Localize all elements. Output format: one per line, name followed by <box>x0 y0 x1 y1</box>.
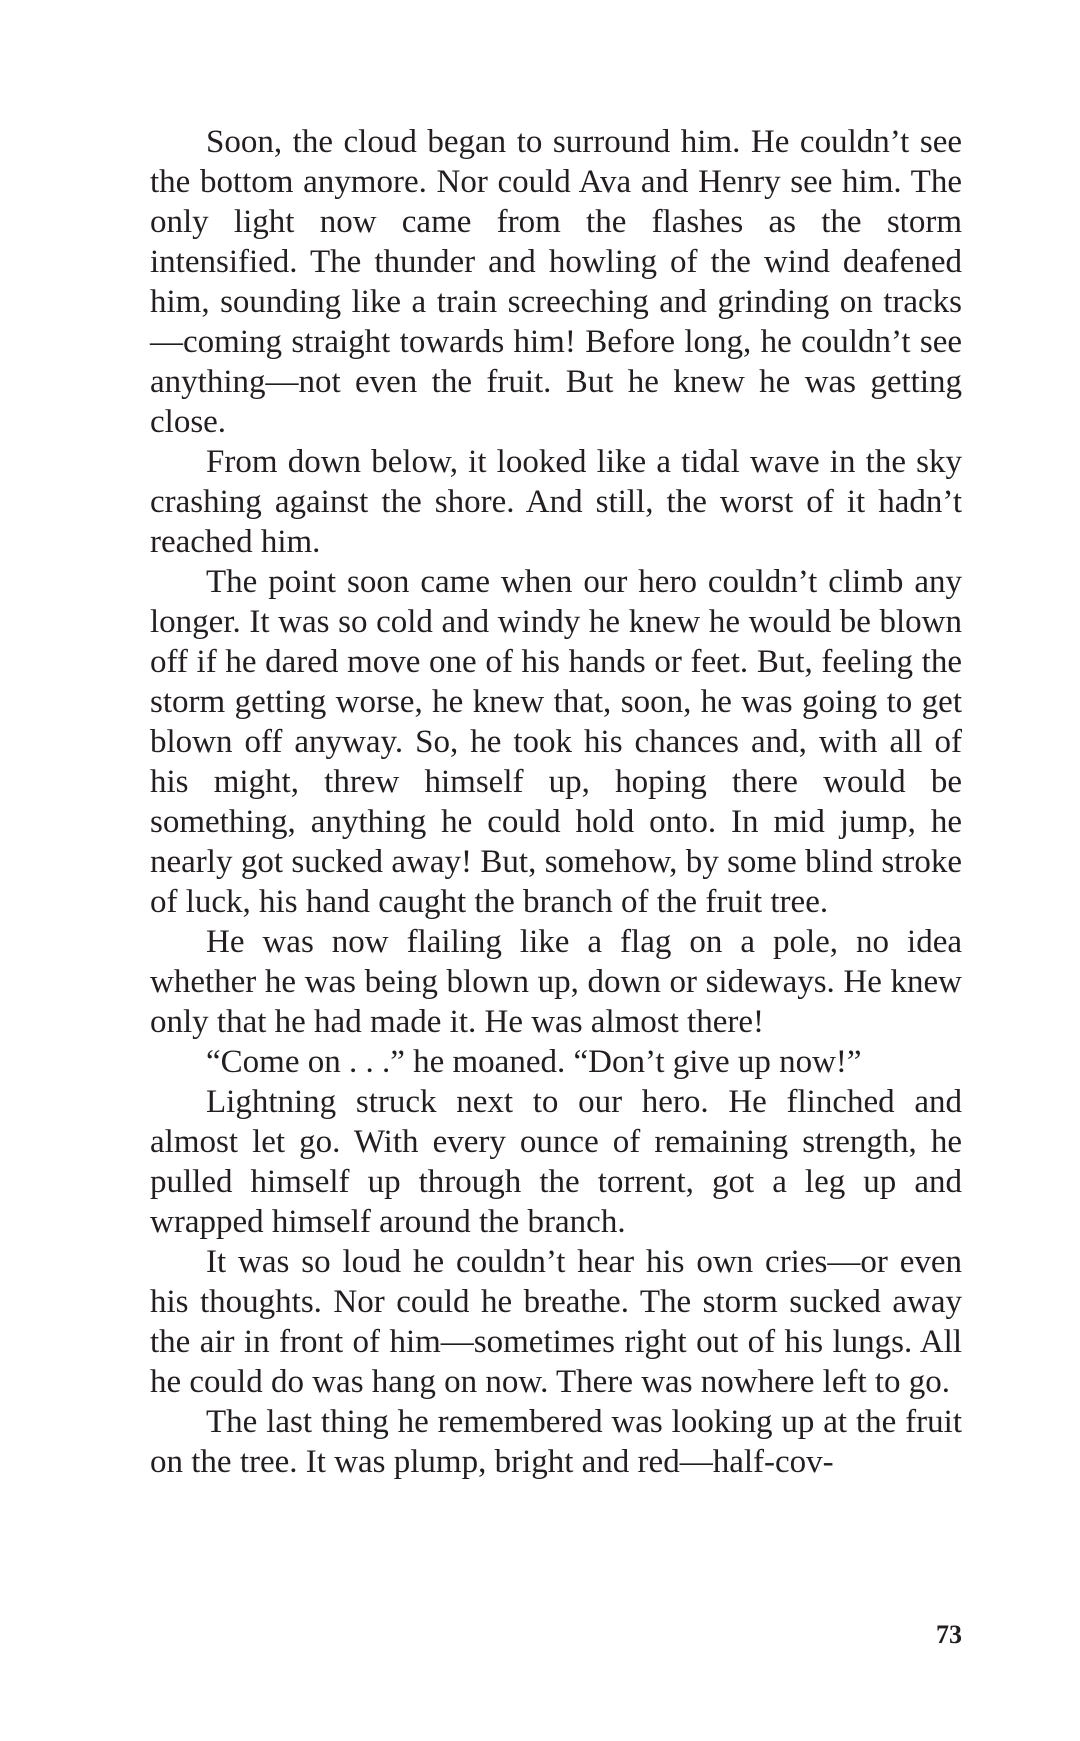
paragraph-8: The last thing he remembered was looking up at the fruit on the tree. It was plump, bright and red—half-cov- <box>150 1404 962 1480</box>
paragraph-1: Soon, the cloud began to surround him. He couldn’t see the bottom anymore. Nor could Ava and Henry see him. The only light now came from the flashes as the storm intensified. The thunder and howling of the wind deafened him, sounding like a train screeching and grinding on tracks—coming straight towards him! Before long, he couldn’t see anything—not even the fruit. But he knew he was getting close. <box>150 124 962 440</box>
paragraph-3: The point soon came when our hero couldn’t climb any longer. It was so cold and windy he knew he would be blown off if he dared move one of his hands or feet. But, feeling the storm getting worse, he knew that, soon, he was going to get blown off anyway. So, he took his chances and, with all of his might, threw himself up, hoping there would be something, anything he could hold onto. In mid jump, he nearly got sucked away! But, somehow, by some blind stroke of luck, his hand caught the branch of the fruit tree. <box>150 564 962 920</box>
paragraph-4: He was now flailing like a flag on a pole, no idea whether he was being blown up, down or sideways. He knew only that he had made it. He was almost there! <box>150 924 962 1040</box>
paragraph-6: Lightning struck next to our hero. He flinched and almost let go. With every ounce of remaining strength, he pulled himself up through the torrent, got a leg up and wrapped himself around the branch. <box>150 1084 962 1240</box>
paragraph-2: From down below, it looked like a tidal wave in the sky crashing against the shore. And still, the worst of it hadn’t reached him. <box>150 444 962 560</box>
paragraph-7: It was so loud he couldn’t hear his own cries—or even his thoughts. Nor could he breathe. The storm sucked away the air in front of him—sometimes right out of his lungs. All he could do was hang on now. There was nowhere left to go. <box>150 1244 962 1400</box>
page-number: 73 <box>936 1620 962 1649</box>
body-text <box>150 122 962 1482</box>
paragraph-5: “Come on . . .” he moaned. “Don’t give up now!” <box>206 1044 862 1080</box>
